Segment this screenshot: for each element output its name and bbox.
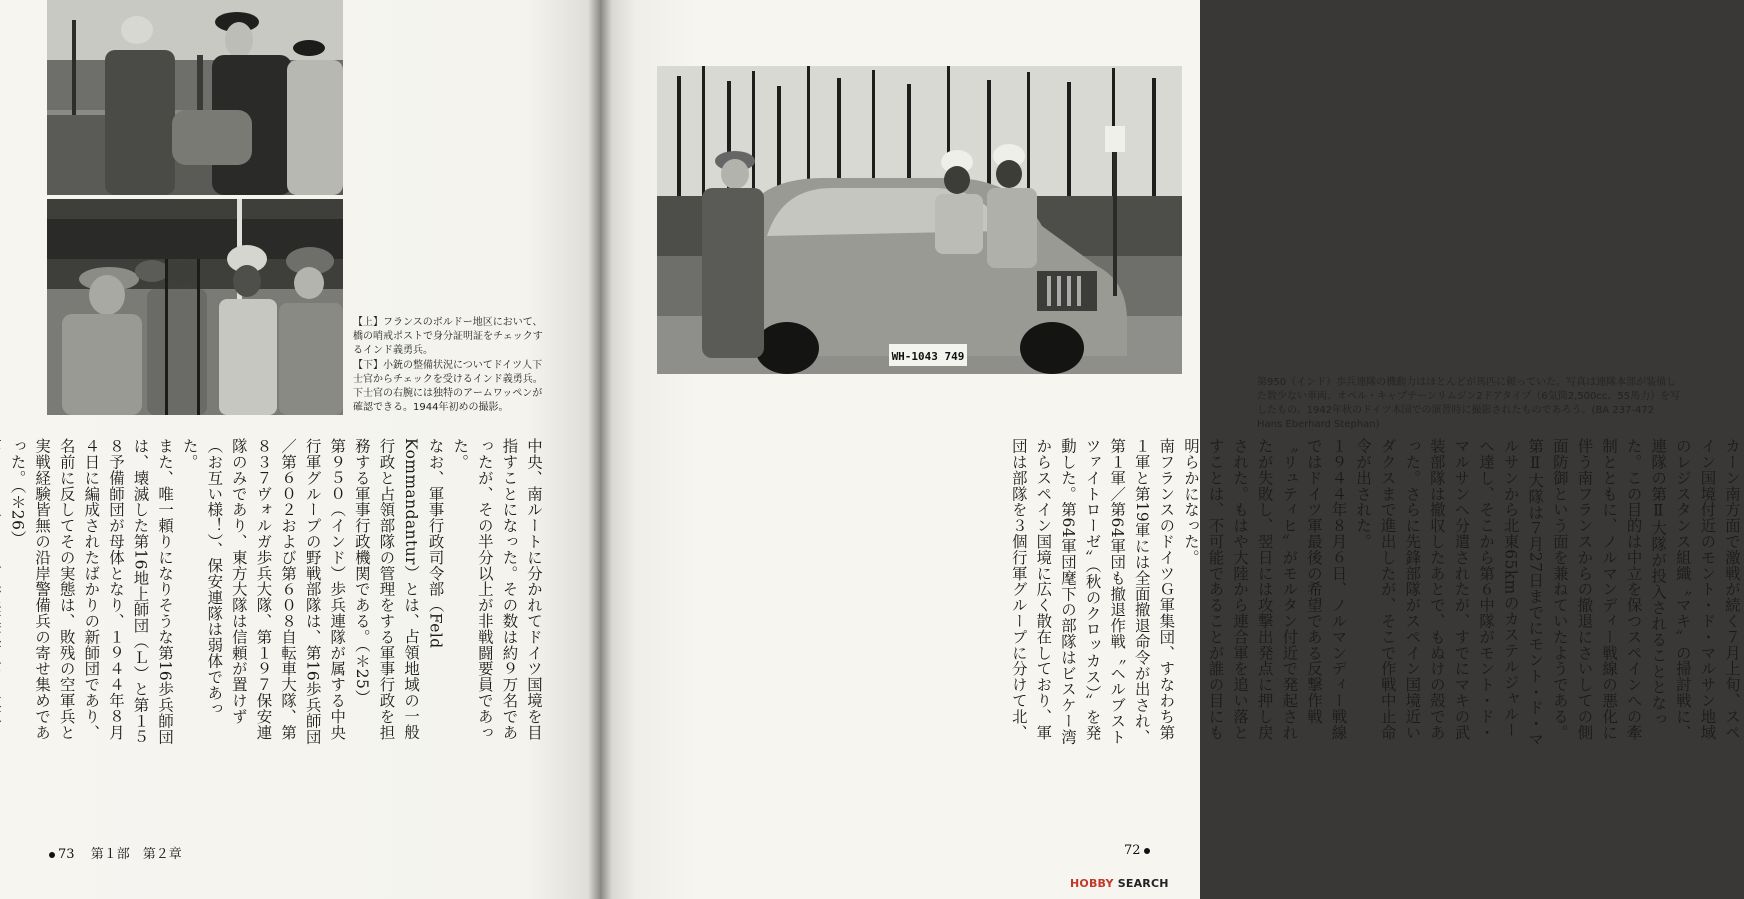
right-page bbox=[600, 0, 1741, 899]
body-paragraph: １９４４年８月６日、ノルマンディー戦線ではドイツ軍最後の希望である反撃作戦〝リュティヒ〟がモルタン付近で発起されたが失敗し、翌日には攻撃出発点に押し戻された。もはや大陸から連合軍を追い落とすことは、不可能であることが誰の目にも明らかになった。 bbox=[1181, 438, 1348, 741]
body-paragraph bbox=[0, 438, 5, 748]
photo-opel-kapitan-car bbox=[657, 66, 1182, 374]
left-photo-captions bbox=[353, 316, 543, 416]
car-license-plate: WH-1043 749 bbox=[891, 350, 965, 363]
book-gutter-shadow bbox=[588, 0, 612, 899]
body-paragraph: 南フランスのドイツＧ軍集団、すなわち第１軍と第19軍には全面撤退命令が出され、第１軍／第64軍団も撤退作戦〝ヘルブストツァイトローゼ〟（秋のクロッカス）〟を発動した。第64軍団麾下の部隊はビスケー湾からスペイン国境に広く散在しており、軍団は部隊を３個行軍グループに分けて北、 bbox=[1009, 438, 1176, 745]
body-paragraph: カーン南方面で激戦が続く７月上旬、スペイン国境付近のモント・ド・マルサン地域のレジスタンス組織〝マキ〟の掃討戦に、連隊の第Ⅱ大隊が投入されることとなった。この目的は中立を保つスペインへの牽制とともに、ノルマンディー戦線の悪化に伴う南フランスからの撤退にさいしての側面防御という面を兼ねていたようである。 bbox=[1550, 438, 1741, 741]
body-paragraph: 第９５０（インド）歩兵連隊が属する中央行軍グループの野戦部隊は、第16歩兵師団／第６０２および第６０８自転車大隊、第８３７ヴォルガ歩兵大隊、第１９７保安連隊のみであり、東方大隊は信頼が置けず（お互い様！）、保安連隊は弱体であった。 bbox=[180, 438, 347, 745]
caption-top-photo: 【上】フランスのボルドー地区において、橋の哨戒ポストで身分証明証をチェックするインド義勇兵。 bbox=[353, 317, 543, 356]
caption-car-photo: 第950（インド）歩兵連隊の機動力はほとんどが馬匹に頼っていた。写真は連隊本部が装備した数少ない車両、オペル・キャプテーンリムジン2ドアタイプ（6気筒2,500cc、55馬力）を写したもの。1942年秋のドイツ本国での演習時に撮影されたものであろう。(BA 237-472 Hans Eberhard Stephan) bbox=[1257, 377, 1681, 430]
right-page-number: 72 bbox=[1124, 843, 1141, 858]
body-paragraph: 第Ⅱ大隊は７月27日までにモント・ド・マルサンから北東65kmのカステルジャルーへ達し、そこから第６中隊がモント・ド・マルサンへ分遣されたが、すでにマキの武装部隊は撤収したあとで、もぬけの殻であった。さらに先鋒部隊がスペイン国境近いダクスまで進出したが、そこで作戦中止命令が出された。 bbox=[1354, 438, 1545, 748]
hobby-search-watermark bbox=[1070, 877, 1169, 890]
body-paragraph: なお、軍事行政司令部（Feld Kommandantur）とは、占領地域の一般行政と占領部隊の管理をする軍事行政を担務する軍事行政機関である。（＊25） bbox=[352, 438, 445, 741]
body-paragraph: 中央、南ルートに分かれてドイツ国境を目指すことになった。その数は約９万名であったが、その半分以上が非戦闘要員であった。 bbox=[451, 438, 543, 741]
caption-bottom-photo: 【下】小銃の整備状況についてドイツ人下士官からチェックを受けるインド義勇兵。下士官の右腕には独特のアームワッペンが確認できる。1944年初めの撮影。 bbox=[353, 360, 543, 413]
left-folio bbox=[46, 843, 182, 862]
right-photo-caption bbox=[1257, 376, 1682, 432]
left-running-head: 第１部 第２章 bbox=[90, 847, 182, 862]
right-body-text bbox=[1009, 438, 1744, 748]
watermark-text: SEARCH bbox=[1117, 877, 1169, 890]
photo-top-bridge-checkpoint bbox=[47, 0, 343, 195]
left-page-number: 73 bbox=[58, 847, 75, 862]
folio-bullet-icon bbox=[49, 852, 55, 858]
watermark-logo: HOBBY bbox=[1070, 877, 1114, 890]
body-paragraph: また、唯一頼りになりそうな第16歩兵師団は、壊滅した第16地上師団（Ｌ）と第１５８予備師団が母体となり、１９４４年８月４日に編成されたばかりの新師団であり、名前に反してその実態は、敗残の空軍兵と実戦経験皆無の沿岸警備兵の寄せ集めであった。（＊26） bbox=[8, 438, 175, 745]
photo-bottom-rifle-inspection bbox=[47, 199, 343, 415]
folio-bullet-icon bbox=[1144, 848, 1150, 854]
right-folio bbox=[1124, 843, 1153, 858]
left-page bbox=[0, 0, 600, 899]
left-body-text bbox=[8, 438, 546, 748]
